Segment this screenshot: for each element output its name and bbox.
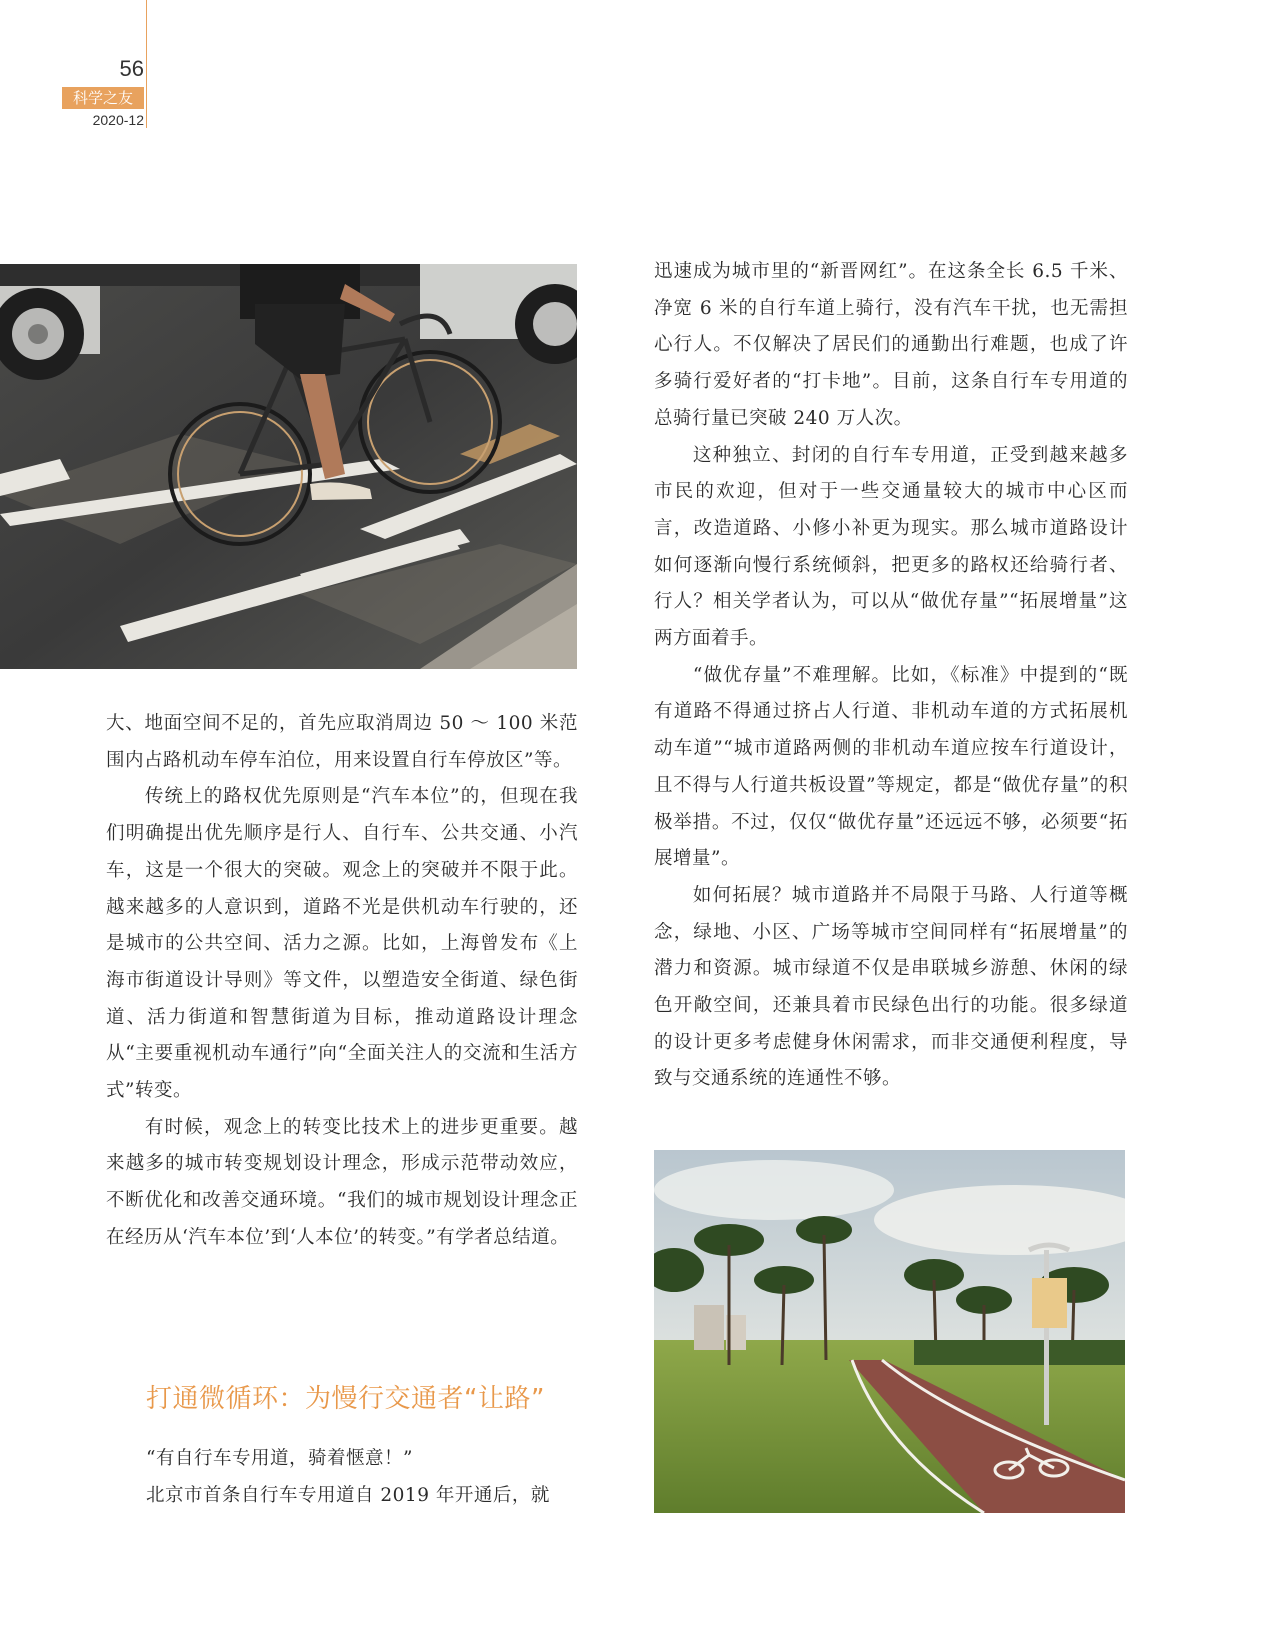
paragraph: 迅速成为城市里的“新晋网红”。在这条全长 6.5 千米、净宽 6 米的自行车道上骑行，没有汽车干扰，也无需担心行人。不仅解决了居民们的通勤出行难题，也成了许多骑行爱好者的“打卡地”。目前，这条自行车专用道的总骑行量已突破 240 万人次。 bbox=[654, 261, 1128, 429]
paragraph: 如何拓展？城市道路并不局限于马路、人行道等概念，绿地、小区、广场等城市空间同样有“拓展增量”的潜力和资源。城市绿道不仅是串联城乡游憩、休闲的绿色开敞空间，还兼具着市民绿色出行的功能。很多绿道的设计更多考虑健身休闲需求，而非交通便利程度，导致与交通系统的连通性不够。 bbox=[654, 884, 1128, 1090]
header-divider bbox=[146, 0, 147, 128]
right-column bbox=[654, 254, 1128, 1098]
paragraph: 有时候，观念上的转变比技术上的进步更重要。越来越多的城市转变规划设计理念，形成示范带动效应，不断优化和改善交通环境。“我们的城市规划设计理念正在经历从‘汽车本位’到‘人本位’的转变。”有学者总结道。 bbox=[106, 1116, 578, 1248]
section-heading: 打通微循环：为慢行交通者“让路” bbox=[146, 1384, 545, 1414]
greenway-bike-lane-photo bbox=[654, 1150, 1125, 1513]
paragraph: 北京市首条自行车专用道自 2019 年开通后，就 bbox=[146, 1484, 550, 1506]
left-column-upper bbox=[106, 706, 578, 1257]
paragraph: 大、地面空间不足的，首先应取消周边 50 ～ 100 米范围内占路机动车停车泊位，用来设置自行车停放区”等。 bbox=[106, 713, 578, 771]
paragraph: “有自行车专用道，骑着惬意！” bbox=[146, 1448, 413, 1469]
issue-date: 2020-12 bbox=[92, 112, 144, 128]
paragraph: 传统上的路权优先原则是“汽车本位”的，但现在我们明确提出优先顺序是行人、自行车、公共交通、小汽车，这是一个很大的突破。观念上的突破并不限于此。越来越多的人意识到，道路不光是供机动车行驶的，还是城市的公共空间、活力之源。比如，上海曾发布《上海市街道设计导则》等文件，以塑造安全街道、绿色街道、活力街道和智慧街道为目标，推动道路设计理念从“主要重视机动车通行”向“全面关注人的交流和生活方式”转变。 bbox=[106, 786, 578, 1102]
left-column-lower bbox=[146, 1441, 578, 1514]
cyclist-street-photo bbox=[0, 264, 577, 669]
magazine-name-badge: 科学之友 bbox=[62, 87, 144, 109]
paragraph: “做优存量”不难理解。比如，《标准》中提到的“既有道路不得通过挤占人行道、非机动车道的方式拓展机动车道”“城市道路两侧的非机动车道应按车行道设计，且不得与人行道共板设置”等规定，都是“做优存量”的积极举措。不过，仅仅“做优存量”还远远不够，必须要“拓展增量”。 bbox=[654, 664, 1128, 870]
page-number: 56 bbox=[119, 56, 144, 81]
paragraph: 这种独立、封闭的自行车专用道，正受到越来越多市民的欢迎，但对于一些交通量较大的城市中心区而言，改造道路、小修小补更为现实。那么城市道路设计如何逐渐向慢行系统倾斜，把更多的路权还给骑行者、行人？相关学者认为，可以从“做优存量”“拓展增量”这两方面着手。 bbox=[654, 444, 1128, 650]
